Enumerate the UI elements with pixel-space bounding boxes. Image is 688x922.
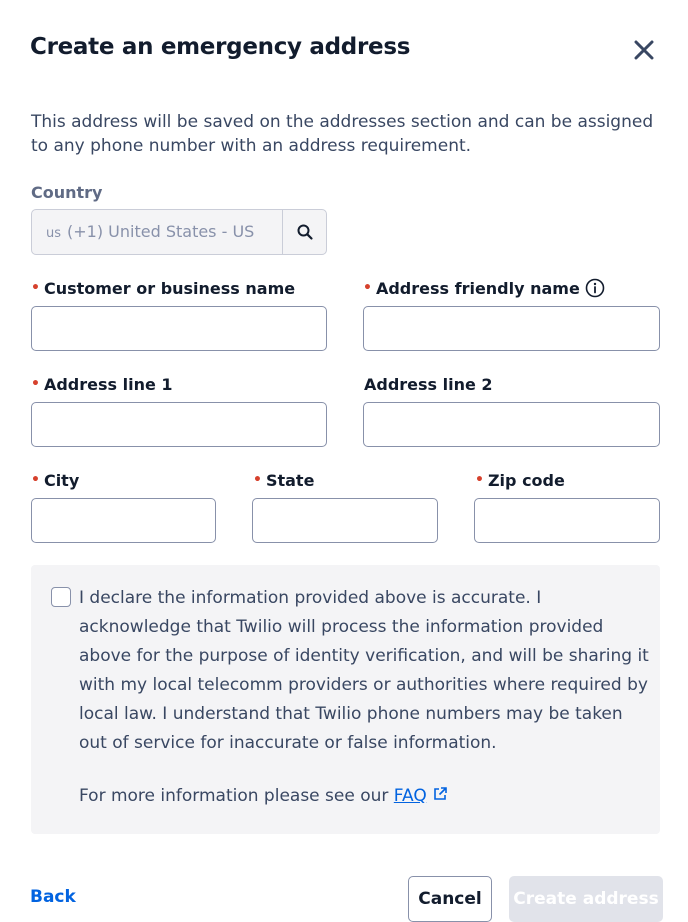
- state-input[interactable]: [252, 498, 438, 543]
- declaration-text[interactable]: I declare the information provided above is accurate. I acknowledge that Twilio will process the information provided above for the purpose of identity verification, and will be sharing it with my local telecomm providers or authorities where required by local law. I understand that Twilio phone numbers may be taken out of service for inaccurate or false information.: [79, 588, 649, 753]
- country-search-button[interactable]: [282, 210, 326, 254]
- zip-label: [475, 471, 565, 490]
- required-marker: •: [31, 376, 40, 392]
- declaration-checkbox[interactable]: [51, 587, 71, 607]
- faq-link[interactable]: FAQ: [393, 786, 427, 806]
- country-select[interactable]: [31, 209, 327, 255]
- state-label-text: State: [265, 471, 315, 490]
- country-label: Country: [31, 183, 103, 202]
- close-icon[interactable]: [630, 36, 658, 64]
- zip-label-text: Zip code: [487, 471, 565, 490]
- address-line-1-label: [31, 375, 173, 394]
- city-input[interactable]: [31, 498, 216, 543]
- back-button[interactable]: Back: [30, 887, 76, 907]
- address-line-2-input[interactable]: [363, 402, 660, 447]
- country-value: [32, 210, 282, 254]
- close-button[interactable]: [630, 36, 658, 64]
- info-icon[interactable]: [585, 278, 605, 298]
- customer-name-input[interactable]: [31, 306, 327, 351]
- required-marker: •: [475, 472, 484, 488]
- required-marker: •: [31, 472, 40, 488]
- city-label: [31, 471, 79, 490]
- external-link-icon[interactable]: [432, 786, 448, 802]
- country-name: (+1) United States - US: [67, 222, 255, 241]
- dialog-intro: This address will be saved on the addresses section and can be assigned to any phone number with an address requirement.: [31, 112, 654, 156]
- cancel-button[interactable]: Cancel: [408, 876, 492, 922]
- friendly-name-label: [363, 279, 605, 300]
- customer-name-label-text: Customer or business name: [43, 279, 296, 298]
- address-line-1-label-text: Address line 1: [43, 375, 173, 394]
- faq-prefix: For more information please see our: [79, 786, 394, 806]
- friendly-name-input[interactable]: [363, 306, 660, 351]
- required-marker: •: [253, 472, 262, 488]
- address-line-1-input[interactable]: [31, 402, 327, 447]
- required-marker: •: [363, 280, 372, 296]
- address-line-2-label: Address line 2: [364, 375, 493, 394]
- declaration-panel: [31, 565, 660, 834]
- zip-input[interactable]: [474, 498, 660, 543]
- country-code: us: [46, 226, 62, 241]
- city-label-text: City: [43, 471, 80, 490]
- required-marker: •: [31, 280, 40, 296]
- faq-line: [79, 786, 448, 806]
- state-label: [253, 471, 314, 490]
- dialog-title: Create an emergency address: [30, 34, 411, 60]
- customer-name-label: [31, 279, 295, 298]
- friendly-name-label-text: Address friendly name: [375, 279, 580, 298]
- create-address-button[interactable]: Create address: [509, 876, 663, 922]
- search-icon: [296, 223, 314, 241]
